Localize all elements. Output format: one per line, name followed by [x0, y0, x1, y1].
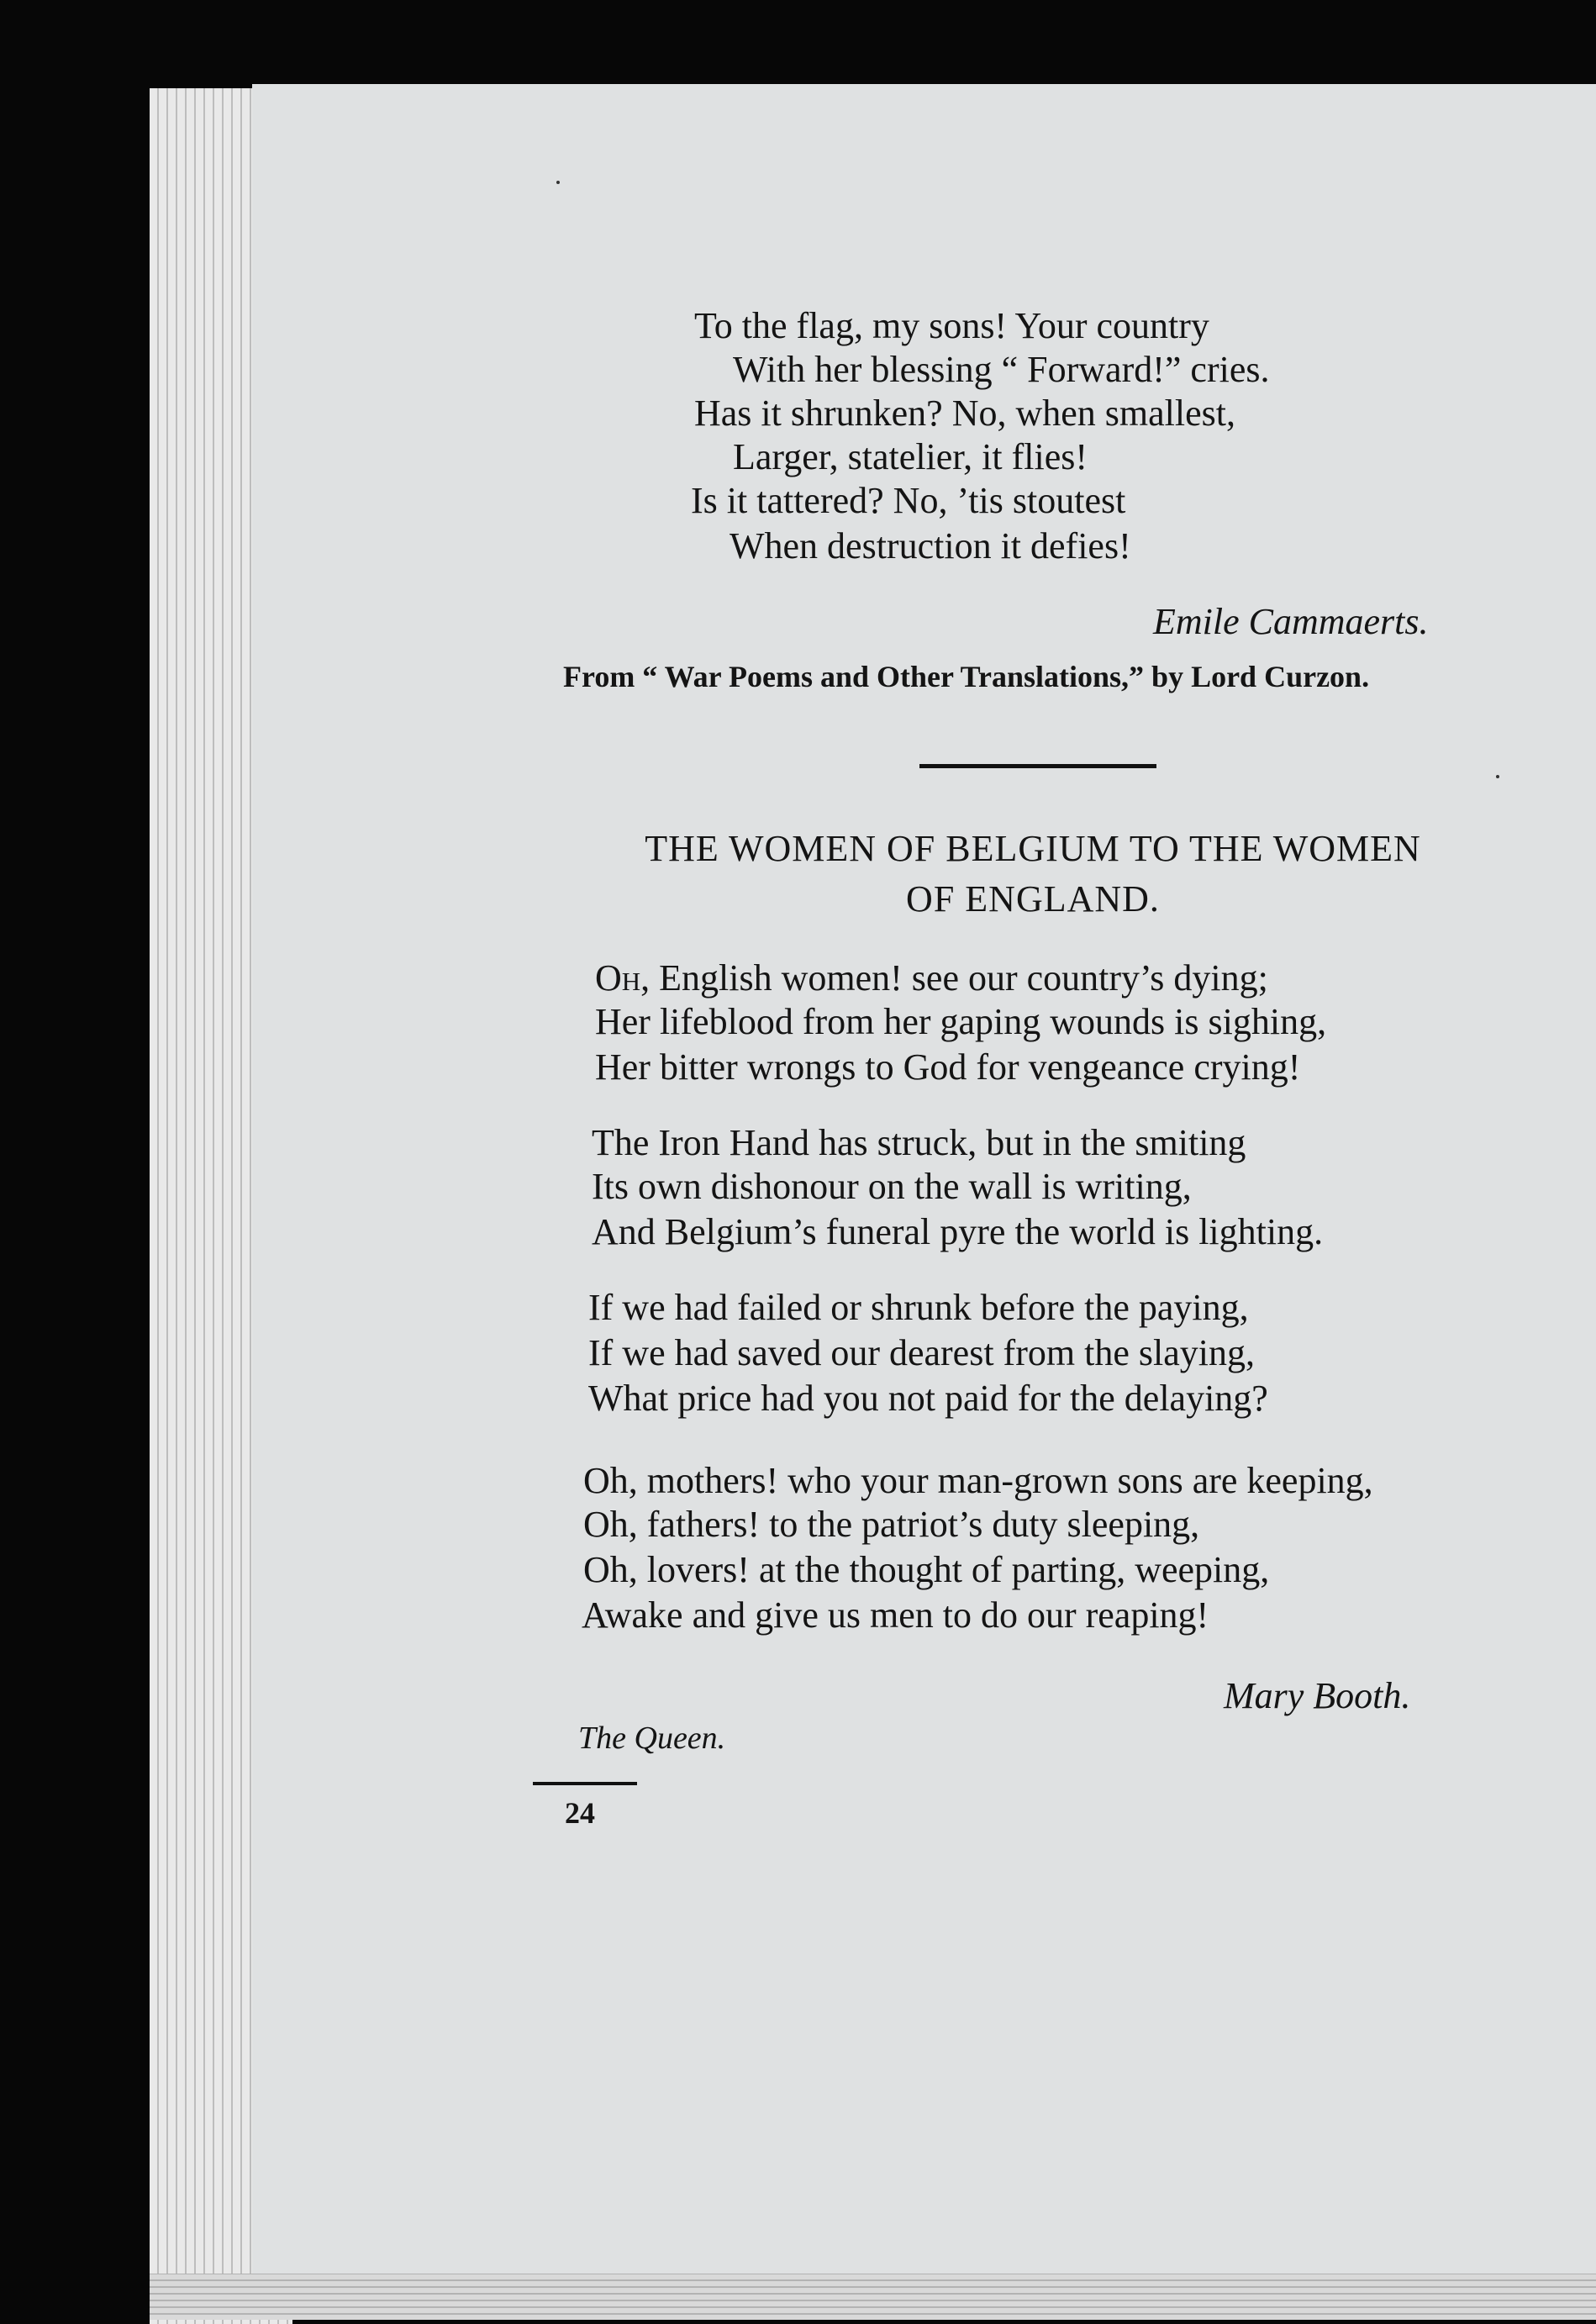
poem-title: OF ENGLAND.: [906, 878, 1160, 920]
poem-line: To the flag, my sons! Your country: [694, 305, 1209, 346]
poem-author: Emile Cammaerts.: [1153, 601, 1429, 642]
poem-line: The Iron Hand has struck, but in the smiting: [592, 1122, 1246, 1163]
poem-line: Her bitter wrongs to God for vengeance crying!: [595, 1046, 1301, 1088]
poem-line: Is it tattered? No, ’tis stoutest: [691, 480, 1126, 521]
poem-line: What price had you not paid for the delaying?: [588, 1378, 1268, 1419]
speck: [1496, 775, 1499, 778]
poem-source: The Queen.: [578, 1721, 726, 1756]
poem-line: When destruction it defies!: [730, 525, 1131, 567]
poem-line: With her blessing “ Forward!” cries.: [733, 349, 1270, 390]
poem-line: Its own dishonour on the wall is writing,: [592, 1166, 1192, 1207]
poem-line: Oh, fathers! to the patriot’s duty sleeping,: [583, 1504, 1200, 1545]
speck: [556, 181, 560, 184]
footer-rule: [533, 1782, 637, 1785]
poem-source: From “ War Poems and Other Translations,” by Lord Curzon.: [563, 660, 1370, 693]
drop-word: Oh,: [595, 957, 651, 999]
poem-line-rest: English women! see our country’s dying;: [650, 957, 1268, 999]
section-divider: [919, 764, 1156, 768]
poem-line: If we had saved our dearest from the slaying,: [588, 1332, 1255, 1373]
poem-line: Oh, lovers! at the thought of parting, weeping,: [583, 1549, 1270, 1590]
poem-title: THE WOMEN OF BELGIUM TO THE WOMEN: [645, 828, 1421, 869]
poem-line: Oh, mothers! who your man-grown sons are keeping,: [583, 1460, 1373, 1501]
poem-line: Larger, statelier, it flies!: [733, 436, 1088, 477]
poem-line: Her lifeblood from her gaping wounds is sighing,: [595, 1001, 1327, 1042]
poem-author: Mary Booth.: [1224, 1675, 1411, 1716]
poem-line: [595, 956, 1268, 1000]
poem-line: Has it shrunken? No, when smallest,: [694, 393, 1235, 434]
poem-line: And Belgium’s funeral pyre the world is lighting.: [592, 1211, 1324, 1252]
poem-line: If we had failed or shrunk before the paying,: [588, 1287, 1249, 1328]
page-number: 24: [565, 1796, 595, 1830]
poem-line: Awake and give us men to do our reaping!: [582, 1594, 1209, 1636]
book-bottom-edge: [150, 2274, 1596, 2320]
